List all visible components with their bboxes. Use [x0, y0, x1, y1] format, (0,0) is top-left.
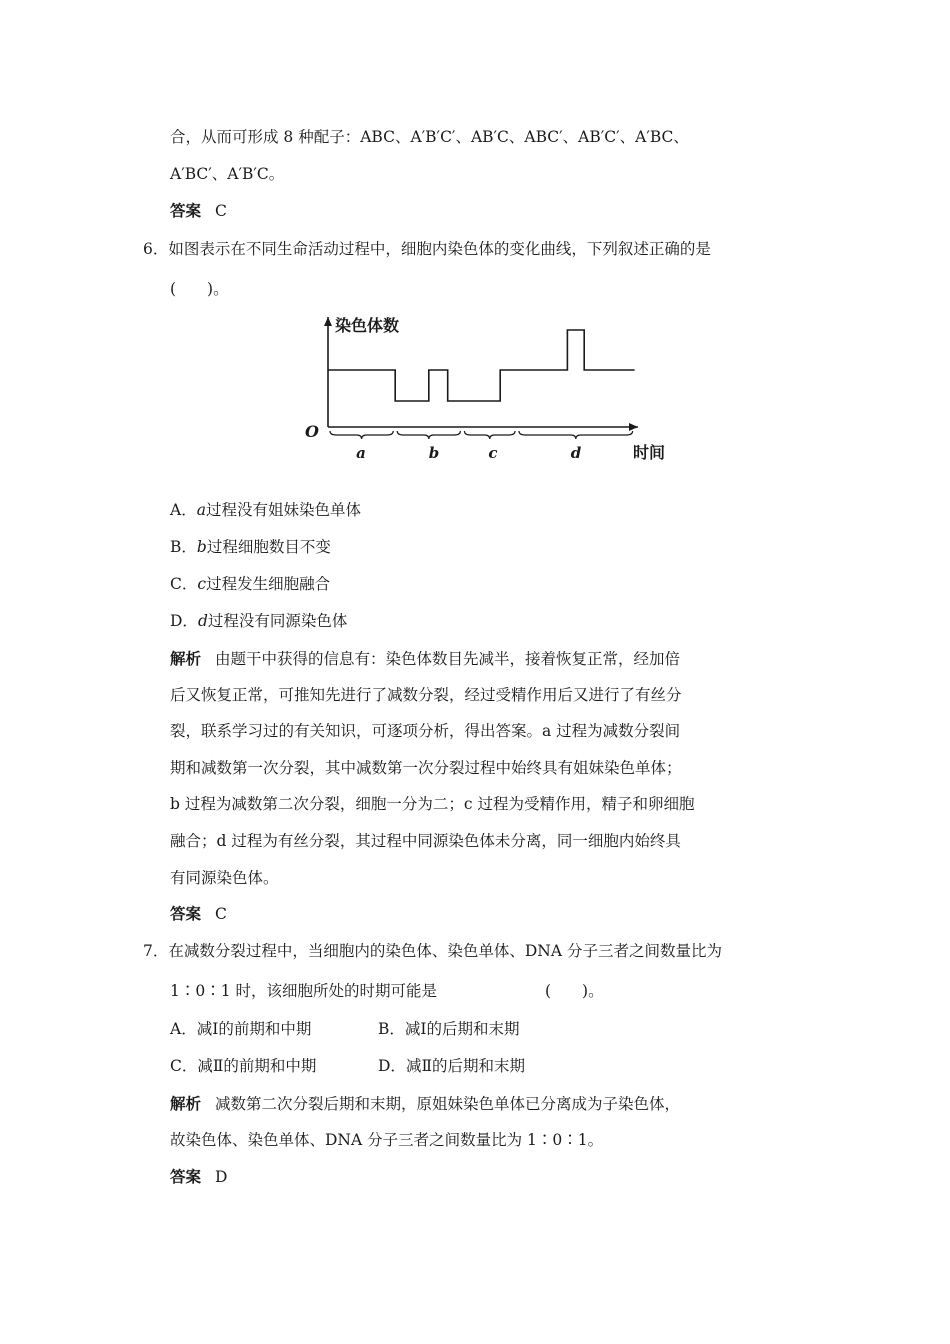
option-text: 过程细胞数目不变	[206, 538, 331, 556]
option-label: D．	[170, 612, 198, 630]
analysis-text: 减数第二次分裂后期和末期，原姐妹染色单体已分离成为子染色体，	[215, 1095, 681, 1113]
q6-analysis-line-7: 有同源染色体。	[170, 869, 279, 887]
q7-option-b	[378, 1018, 520, 1040]
q7-option-a	[170, 1018, 311, 1040]
answer-label: 答案	[170, 1168, 202, 1186]
segment-label-a: a	[356, 444, 366, 462]
option-label: B．	[170, 538, 197, 556]
option-text: 减Ⅱ的后期和末期	[405, 1057, 525, 1075]
option-var: d	[197, 612, 208, 630]
q6-analysis-line-6: 融合；d 过程为有丝分裂，其过程中同源染色体未分离，同一细胞内始终具	[170, 832, 681, 850]
option-text: 减Ⅰ的前期和中期	[196, 1020, 312, 1038]
q6-answer	[170, 903, 227, 925]
option-text: 减Ⅰ的后期和末期	[404, 1020, 520, 1038]
q6-stem-text: 如图表示在不同生命活动过程中，细胞内染色体的变化曲线，下列叙述正确的是	[168, 240, 711, 258]
segment-brace-b	[397, 431, 460, 439]
option-text: 过程没有姐妹染色单体	[205, 501, 361, 519]
option-label: C．	[170, 1057, 198, 1075]
option-text: 过程没有同源染色体	[207, 612, 348, 630]
q7-answer	[170, 1166, 227, 1188]
segment-brace-c	[464, 431, 515, 439]
segment-brace-a	[330, 431, 393, 439]
analysis-label: 解析	[170, 1095, 202, 1113]
q6-analysis-line-2: 后又恢复正常，可推知先进行了减数分裂，经过受精作用后又进行了有丝分	[170, 686, 682, 704]
option-label: A．	[170, 501, 197, 519]
option-label: D．	[378, 1057, 406, 1075]
q7-option-c	[170, 1055, 316, 1077]
q7-analysis-line-2: 故染色体、染色单体、DNA 分子三者之间数量比为 1∶0∶1。	[170, 1131, 604, 1149]
q6-option-d	[170, 610, 347, 632]
chromosome-curve-figure	[300, 305, 680, 470]
segment-braces	[330, 431, 633, 439]
q6-analysis-line-4: 期和减数第一次分裂，其中减数第一次分裂过程中始终具有姐妹染色单体；	[170, 759, 682, 777]
q7-stem-text: 在减数分裂过程中，当细胞内的染色体、染色单体、DNA 分子三者之间数量比为	[168, 942, 722, 960]
q7-number: 7．	[143, 942, 169, 960]
answer-label: 答案	[170, 202, 202, 220]
segment-label-b: b	[428, 444, 440, 462]
q7-option-d	[378, 1055, 525, 1077]
origin-label: O	[305, 422, 319, 441]
q7-paren: ( )。	[545, 982, 604, 1000]
option-label: C．	[170, 575, 198, 593]
segment-label-c: c	[488, 444, 498, 462]
q6-option-b	[170, 536, 331, 558]
q7-analysis-line-1	[170, 1093, 680, 1115]
segment-brace-d	[519, 431, 633, 439]
y-axis-label: 染色体数	[335, 316, 400, 335]
option-var: b	[196, 538, 207, 556]
chromosome-line	[328, 330, 635, 401]
q6-analysis-line-1	[170, 648, 680, 670]
answer-value: C	[215, 202, 227, 220]
analysis-label: 解析	[170, 650, 202, 668]
q6-option-c	[170, 573, 330, 595]
intro-line-2: A′BC′、A′B′C。	[170, 165, 285, 183]
q6-analysis-line-5: b 过程为减数第二次分裂，细胞一分为二；c 过程为受精作用，精子和卵细胞	[170, 795, 695, 813]
analysis-text: 由题干中获得的信息有：染色体数目先减半，接着恢复正常，经加倍	[215, 650, 681, 668]
q6-stem	[143, 238, 711, 260]
q7-stem-2: 1∶0∶1 时，该细胞所处的时期可能是	[170, 982, 438, 1000]
option-var: a	[196, 501, 206, 519]
option-text: 过程发生细胞融合	[206, 575, 331, 593]
q6-option-a	[170, 499, 361, 521]
x-axis-label: 时间	[633, 443, 666, 462]
q6-paren: ( )。	[170, 280, 229, 298]
q6-number: 6．	[143, 240, 169, 258]
q7-stem	[143, 940, 722, 962]
chromosome-curve	[328, 330, 635, 401]
intro-answer	[170, 200, 227, 222]
intro-line-1: 合，从而可形成 8 种配子：ABC、A′B′C′、AB′C、ABC′、AB′C′、A′BC、	[170, 128, 689, 146]
answer-label: 答案	[170, 905, 202, 923]
segment-label-d: d	[570, 444, 582, 462]
option-label: B．	[378, 1020, 405, 1038]
option-var: c	[197, 575, 207, 593]
option-text: 减Ⅱ的前期和中期	[197, 1057, 317, 1075]
q6-analysis-line-3: 裂，联系学习过的有关知识，可逐项分析，得出答案。a 过程为减数分裂间	[170, 722, 681, 740]
answer-value: C	[215, 905, 227, 923]
answer-value: D	[215, 1168, 228, 1186]
option-label: A．	[170, 1020, 197, 1038]
